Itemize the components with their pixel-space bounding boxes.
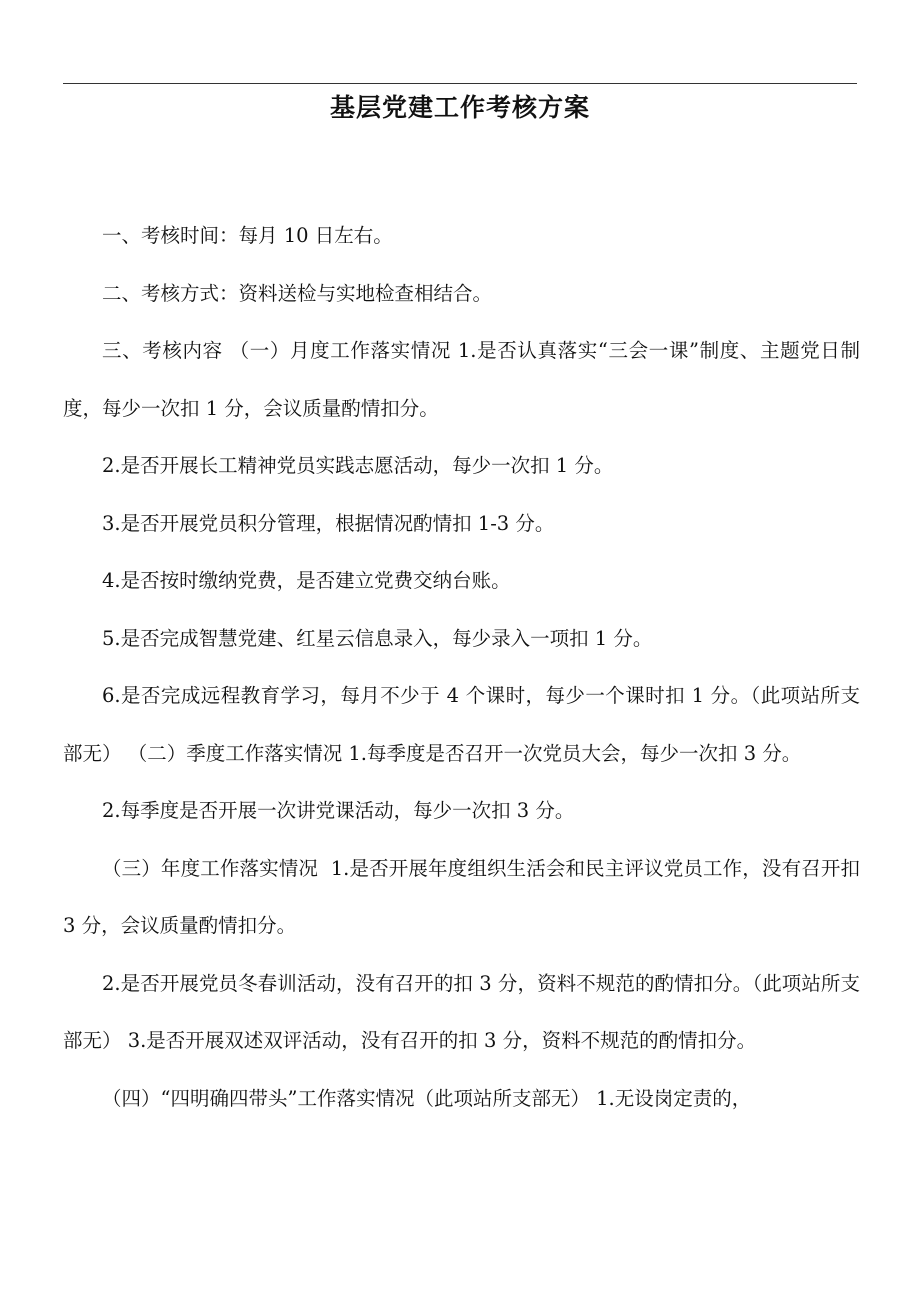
- paragraph-monthly-item-1: 三、考核内容 （一）月度工作落实情况 1.是否认真落实“三会一课”制度、主题党日制度，每少一次扣 1 分，会议质量酌情扣分。: [63, 339, 860, 420]
- paragraph-monthly-item-5: 5.是否完成智慧党建、红星云信息录入，每少录入一项扣 1 分。: [102, 626, 653, 650]
- paragraph-monthly-item-3: 3.是否开展党员积分管理，根据情况酌情扣 1-3 分。: [102, 511, 555, 535]
- header-rule: [63, 83, 857, 84]
- paragraph-monthly-item-2: 2.是否开展长工精神党员实践志愿活动，每少一次扣 1 分。: [102, 454, 614, 477]
- paragraph-assessment-method: 二、考核方式：资料送检与实地检查相结合。: [102, 281, 493, 305]
- paragraph-four-clarifications: （四）“四明确四带头”工作落实情况（此项站所支部无） 1.无设岗定责的，: [102, 1086, 752, 1110]
- paragraph-quarterly-item-2: 2.每季度是否开展一次讲党课活动，每少一次扣 3 分。: [102, 799, 575, 822]
- paragraph-monthly-item-6: 6.是否完成远程教育学习，每月不少于 4 个课时，每少一个课时扣 1 分。（此项站所支部无） （二）季度工作落实情况 1.每季度是否召开一次党员大会，每少一次扣 3 分。: [63, 684, 860, 765]
- paragraph-monthly-item-4: 4.是否按时缴纳党费，是否建立党费交纳台账。: [102, 569, 511, 592]
- paragraph-assessment-time: 一、考核时间：每月 10 日左右。: [102, 224, 393, 247]
- paragraph-annual-item-1: （三）年度工作落实情况 1.是否开展年度组织生活会和民主评议党员工作，没有召开扣 3 分，会议质量酌情扣分。: [63, 856, 867, 937]
- paragraph-annual-item-2: 2.是否开展党员冬春训活动，没有召开的扣 3 分，资料不规范的酌情扣分。（此项站所支部无） 3.是否开展双述双评活动，没有召开的扣 3 分，资料不规范的酌情扣分。: [63, 971, 860, 1052]
- document-title: 基层党建工作考核方案: [329, 93, 590, 122]
- document-body: [63, 207, 867, 1127]
